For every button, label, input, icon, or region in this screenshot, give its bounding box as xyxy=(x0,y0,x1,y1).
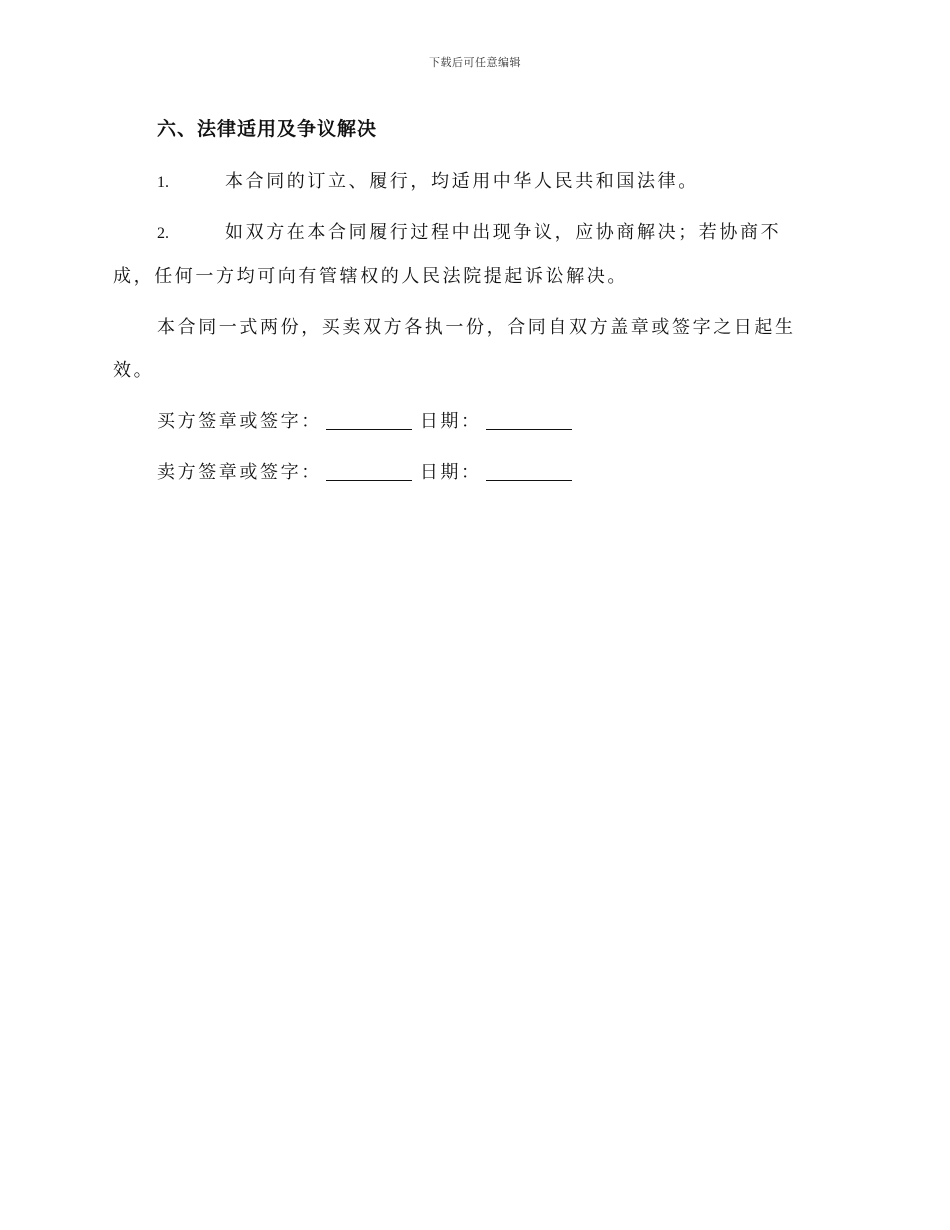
section-heading: 六、法律适用及争议解决 xyxy=(157,118,378,140)
seller-date-field[interactable] xyxy=(486,462,572,481)
buyer-signature-label: 买方签章或签字： xyxy=(157,411,322,432)
clause-item-1 xyxy=(157,167,699,193)
clause-text: 如双方在本合同履行过程中出现争议，应协商解决；若协商不 xyxy=(225,222,782,243)
closing-paragraph: 本合同一式两份，买卖双方各执一份，合同自双方盖章或签字之日起生 xyxy=(157,317,796,338)
clause-text-continuation: 成，任何一方均可向有管辖权的人民法院提起诉讼解决。 xyxy=(113,266,628,287)
header-note: 下载后可任意编辑 xyxy=(429,56,521,69)
buyer-date-field[interactable] xyxy=(486,411,572,430)
seller-signature-label: 卖方签章或签字： xyxy=(157,462,322,483)
closing-paragraph-continuation: 效。 xyxy=(113,360,155,381)
seller-date-label: 日期： xyxy=(419,462,482,483)
buyer-signature-field[interactable] xyxy=(326,411,412,430)
buyer-date-label: 日期： xyxy=(419,411,482,432)
clause-number: 2. xyxy=(157,225,169,242)
clause-text: 本合同的订立、履行，均适用中华人民共和国法律。 xyxy=(225,171,699,192)
clause-item-2 xyxy=(157,218,781,244)
buyer-signature-line xyxy=(157,407,580,433)
seller-signature-field[interactable] xyxy=(326,462,412,481)
clause-number: 1. xyxy=(157,174,169,191)
seller-signature-line xyxy=(157,458,580,484)
